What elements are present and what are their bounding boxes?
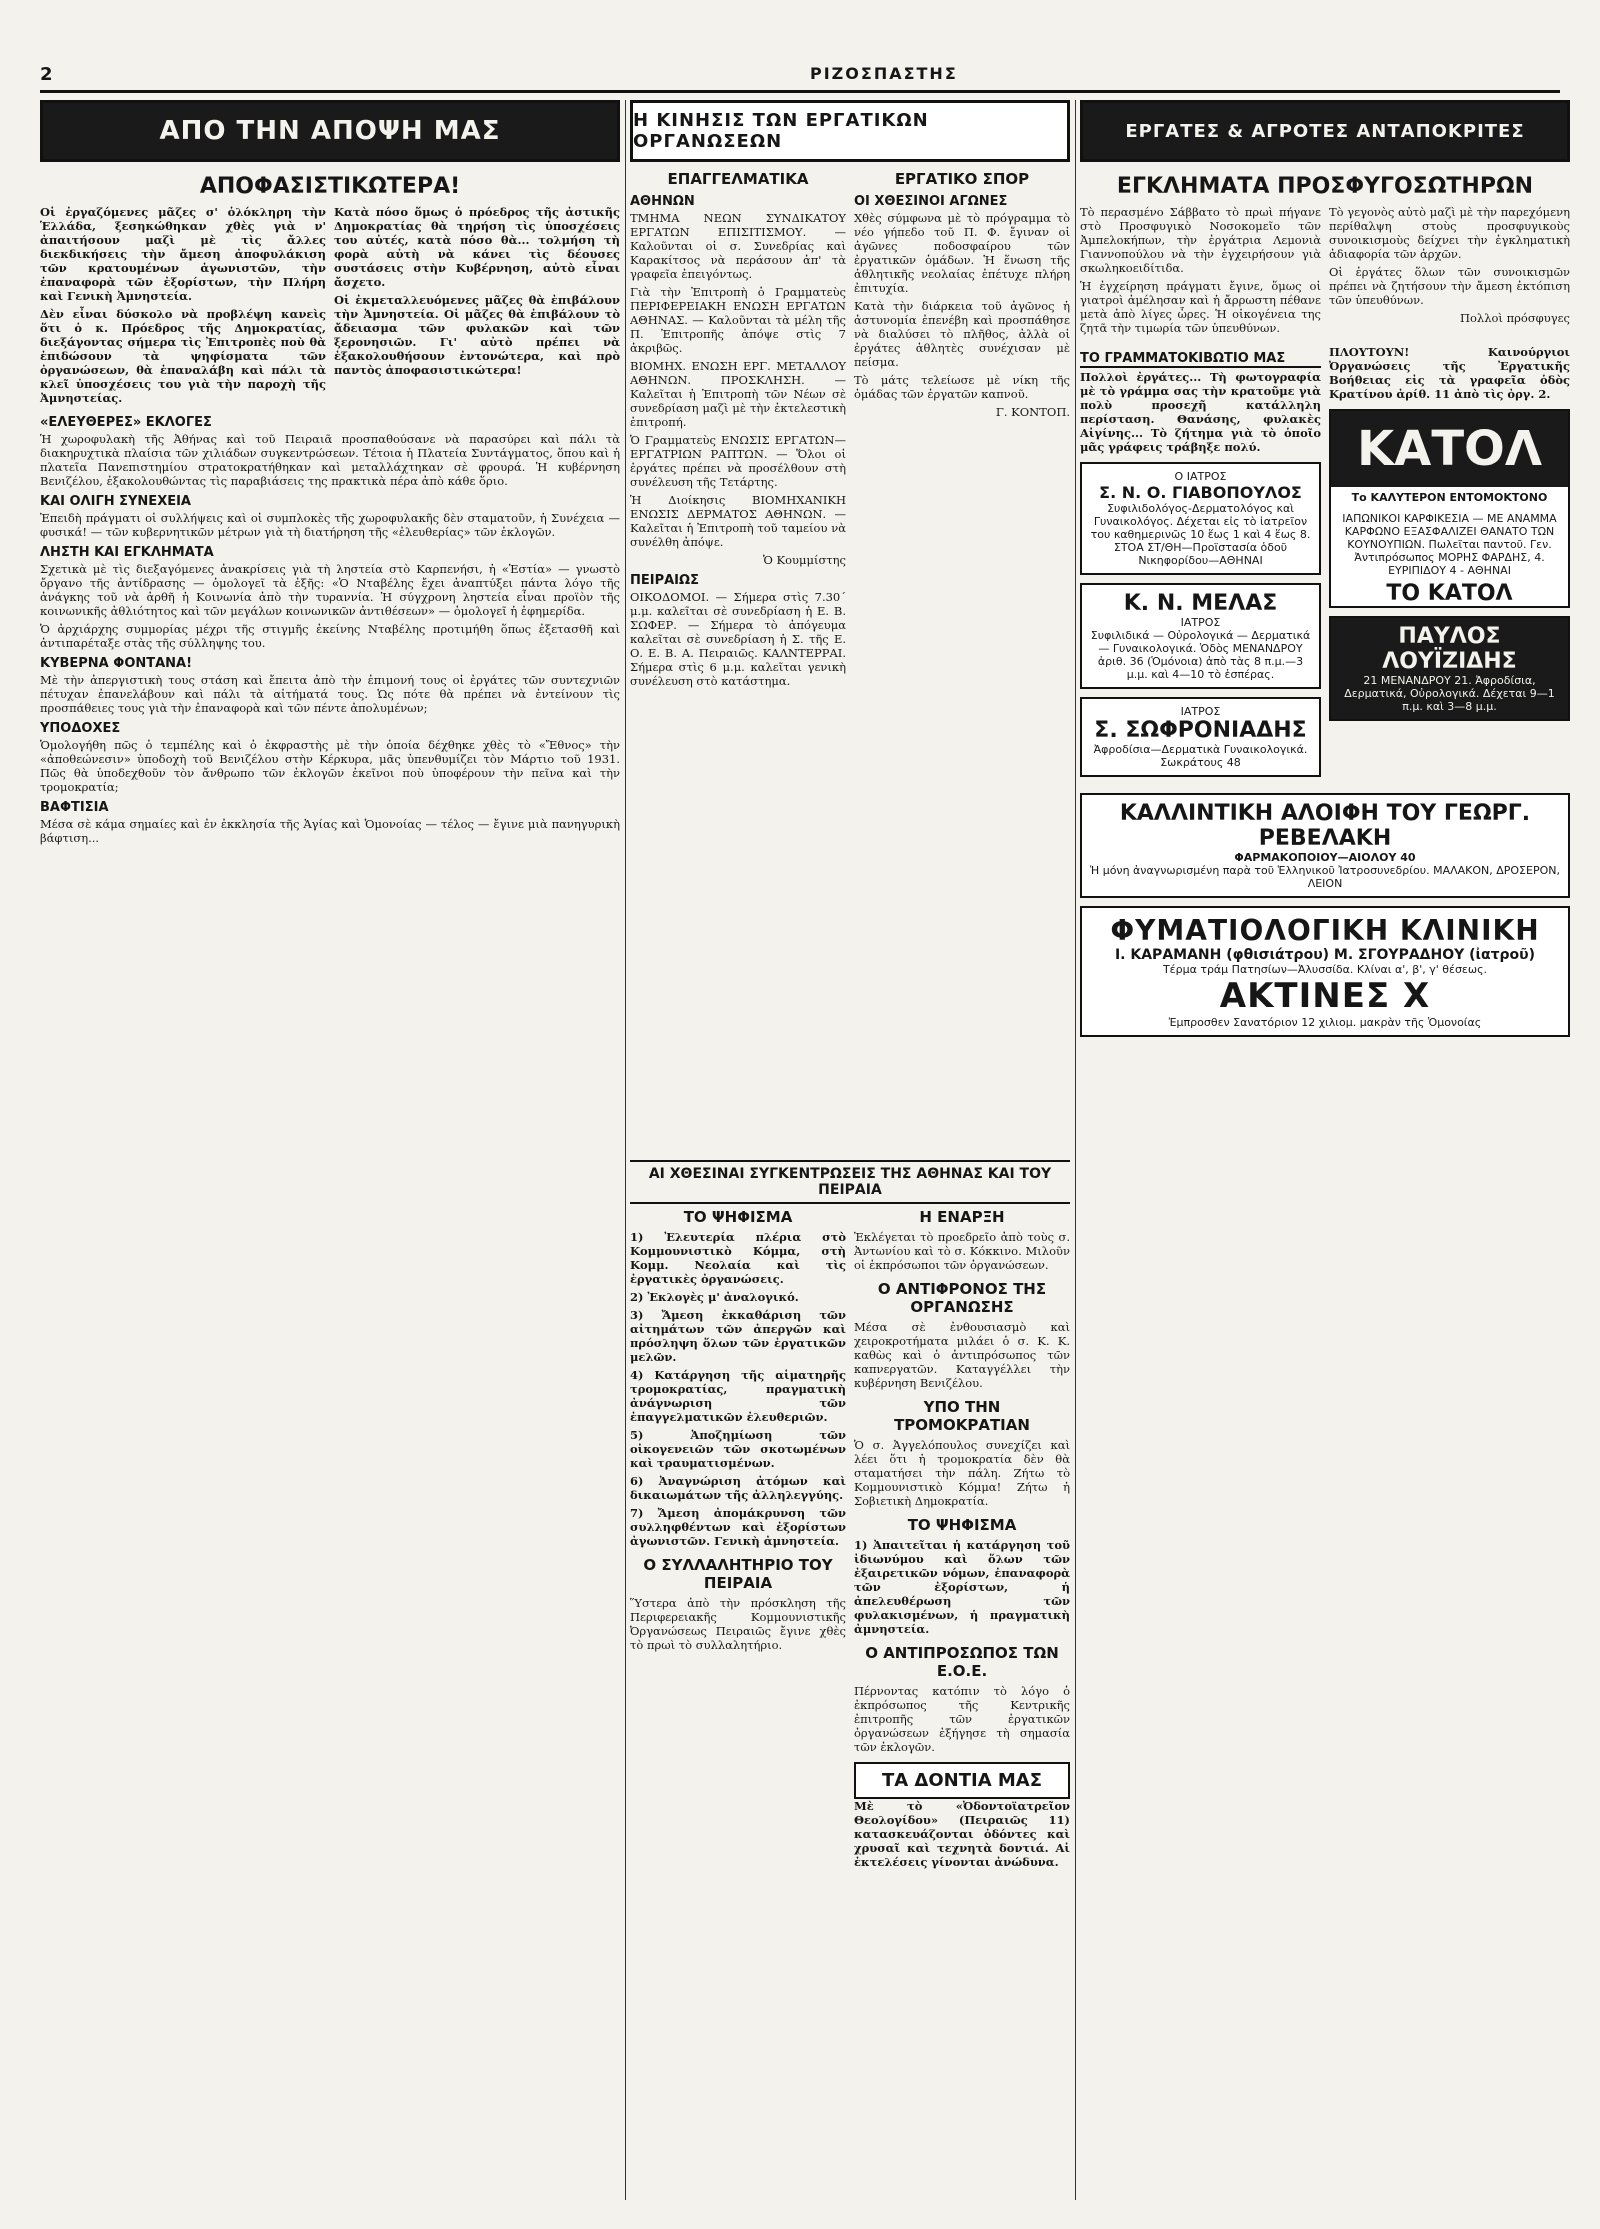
resolution-item: 4) Κατάργηση τῆς αἱματηρῆς τρομοκρατίας, πραγματικὴ ἀνάγνωριση τῶν ἐπαγγελματικῶν ἐλευθεριῶν. <box>630 1368 846 1424</box>
paragraph: Κατὰ τὴν διάρκεια τοῦ ἀγῶνος ἡ ἀστυνομία ἐπενέβη καὶ προσπάθησε νὰ διαλύσει τὸ πλῆθος, ἀλλὰ οἱ ἐργάτες ἀθλητὲς συνέχισαν μὲ πείσμα. <box>854 299 1070 369</box>
column-rule <box>1075 100 1076 2200</box>
paragraph: Δὲν εἶναι δύσκολο νὰ προβλέψη κανεὶς ὅτι ὁ κ. Πρόεδρος τῆς Δημοκρατίας, διεξάγοντας σήμερα τὶς Ἐπιτροπὲς ποὺ θὰ ἐπιδώσουν τὰ ψηφίσματα τῶν ὀργανώσεων, θὰ ἐπαναλάβη καὶ πάλι τὰ κλεῖ ὑποσχέσεις του γιὰ τὴν παροχὴ τῆς Ἀμνηστείας. <box>40 307 326 405</box>
section-banner: Η ΚΙΝΗΣΙΣ ΤΩΝ ΕΡΓΑΤΙΚΩΝ ΟΡΓΑΝΩΣΕΩΝ <box>630 100 1070 162</box>
paragraph: ΠΛΟΥΤΟΥΝ! Καινούργιοι Ὀργανώσεις τῆς Ἐργατικῆς Βοήθειας εἰς τὰ γραφεῖα ὁδὸς Κρατίνου ἀρίθ. 11 ἀπὸ τὶς ὀργ. 2. <box>1329 345 1570 401</box>
labor-news <box>630 162 1070 692</box>
paragraph: Οἱ ἐργαζόμενες μᾶζες σ' ὁλόκληρη τὴν Ἑλλάδα, ξεσηκώθηκαν χθὲς γιὰ ν' ἀπαιτήσουν μαζὶ μὲ τὶς ἄλλες διεκδικήσεις τὴν ἄμεση ἀποφυλάκιση τῶν κρατουμένων ἀγωνιστῶν, τὴν ἐπαναφορὰ τῶν ἐξορίστων, τὴν Πλήρη καὶ Γενικὴ Ἀμνηστεία. <box>40 205 326 303</box>
wide-headline: ΑΙ ΧΘΕΣΙΝΑΙ ΣΥΓΚΕΝΤΡΩΣΕΙΣ ΤΗΣ ΑΘΗΝΑΣ ΚΑΙ ΤΟΥ ΠΕΙΡΑΙΑ <box>630 1160 1070 1204</box>
article-title: ΕΠΑΓΓΕΛΜΑΤΙΚΑ <box>667 170 809 188</box>
ointment-ad <box>1080 793 1570 898</box>
section-heading: «ΕΛΕΥΘΕΡΕΣ» ΕΚΛΟΓΕΣ <box>40 415 212 430</box>
resolution-item: 7) Ἄμεση ἀπομάκρυνση τῶν συλληφθέντων καὶ ἐξορίστων ἀγωνιστῶν. Γενικὴ ἀμνηστεία. <box>630 1506 846 1548</box>
section-heading: ΥΠΟ ΤΗΝ ΤΡΟΜΟΚΡΑΤΙΑΝ <box>894 1398 1030 1434</box>
paragraph: Ὁ Γραμματεὺς ΕΝΩΣΙΣ ΕΡΓΑΤΩΝ—ΕΡΓΑΤΡΙΩΝ ΡΑΠΤΩΝ. — Ὅλοι οἱ ἐργάτες πρέπει νὰ προσέλθουν στὴ συνέλευση τῆς Τετάρτης. <box>630 433 846 489</box>
ad-body: Ἀφροδίσια—Δερματικὰ Γυναικολογικά. Σωκράτους 48 <box>1093 743 1308 769</box>
ad-footer: Ἐμπροσθεν Σανατόριον 12 χιλιομ. μακρὰν τῆς Ὁμονοίας <box>1168 1016 1482 1029</box>
resolution-item: 3) Ἄμεση ἐκκαθάριση τῶν αἰτημάτων τῶν ἀπεργῶν καὶ πρόσληψη ὅλων τῶν ἐργατικῶν μελῶν. <box>630 1308 846 1364</box>
section-heading: ΟΙ ΧΘΕΣΙΝΟΙ ΑΓΩΝΕΣ <box>854 194 1008 209</box>
signature: Πολλοὶ πρόσφυγες <box>1459 311 1570 325</box>
paragraph: Ἡ ἐγχείρηση πράγματι ἔγινε, ὅμως οἱ γιατροὶ ἀμέλησαν καὶ ἡ ἄρρωστη πέθανε μετὰ ἀπὸ λίγες ὧρες. Ἡ οἰκογένεια της ζητᾶ τὴν τιμωρία τῶν ὑπευθύνων. <box>1080 279 1321 335</box>
paragraph: Ὕστερα ἀπὸ τὴν πρόσκληση τῆς Περιφερειακῆς Κομμουνιστικῆς Ὀργανώσεως Πειραιῶς ἔγινε χθὲς τὸ πρωὶ τὸ συλλαλητήριο. <box>630 1596 846 1652</box>
section-heading: Ο ΣΥΛΛΑΛΗΤΗΡΙΟ ΤΟΥ ΠΕΙΡΑΙΑ <box>643 1556 833 1592</box>
article-title: ΕΡΓΑΤΙΚΟ ΣΠΟΡ <box>894 170 1030 188</box>
paragraph: Ἐπειδὴ πράγματι οἱ συλλήψεις καὶ οἱ συμπλοκὲς τῆς χωροφυλακῆς δὲν σταματοῦν, ἡ Συνέχεια — φυσικά! — τῶν κυβερνητικῶν μέτρων γιὰ τὴ διατήρηση τῆς «ἐλευθερίας» τῶν ἐκλογῶν. <box>40 511 620 539</box>
section-heading: ΤΟ ΓΡΑΜΜΑΤΟΚΙΒΩΤΙΟ ΜΑΣ <box>1080 351 1321 368</box>
section-heading: Ο ΑΝΤΙΦΡΟΝΟΣ ΤΗΣ ΟΡΓΑΝΩΣΗΣ <box>877 1280 1047 1316</box>
section-heading: ΑΘΗΝΩΝ <box>630 194 695 209</box>
right-column <box>1080 100 1570 1045</box>
rally-report <box>630 1200 1070 1873</box>
ad-name: ΤΟ ΚΑΤΟΛ <box>1386 581 1513 606</box>
ad-body: ΙΑΠΩΝΙΚΟΙ ΚΑΡΦΙΚΕΣΙΑ — ΜΕ ΑΝΑΜΜΑ ΚΑΡΦΩΝΟ ΕΞΑΣΦΑΛΙΖΕΙ ΘΑΝΑΤΟ ΤΩΝ ΚΟΥΝΟΥΠΙΩΝ. Πωλεῖται παντοῦ. Γεν. Ἀντιπρόσωπος ΜΟΡΗΣ ΦΑΡΔΗΣ, 4. ΕΥΡΙΠΙΔΟΥ 4 - ΑΘΗΝΑΙ <box>1342 512 1557 577</box>
doctor-ad <box>1080 462 1321 575</box>
paragraph: Οἱ ἐργάτες ὅλων τῶν συνοικισμῶν πρέπει νὰ ζητήσουν τὴν ἄμεση ἐκτόπιση τῶν ὑπευθύνων. <box>1329 265 1570 307</box>
dental-ad-title: ΤΑ ΔΟΝΤΙΑ ΜΑΣ <box>854 1762 1070 1799</box>
section-heading: ΚΑΙ ΟΛΙΓΗ ΣΥΝΕΧΕΙΑ <box>40 494 191 509</box>
katol-ad <box>1329 409 1570 608</box>
paragraph: Τὸ μάτς τελείωσε μὲ νίκη τῆς ὁμάδας τῶν ἐργατῶν καπνοῦ. <box>854 373 1070 401</box>
ads-section <box>1080 345 1570 785</box>
paragraph: Οἱ ἐκμεταλλευόμενες μᾶζες θὰ ἐπιβάλουν τὴν Ἀμνηστεία. Οἱ μᾶζες θὰ ἐπιβάλουν τὸ ἄδειασμα τῶν φυλακῶν καὶ τῶν ξερονησιῶν. Γι' αὐτὸ πρέπει νὰ ἐξακολουθήσουν ἐντονώτερα, καὶ πρὸ παντὸς ἀποφασιστικώτερα! <box>334 293 620 377</box>
paragraph: Μὲ τὴν ἀπεργιστικὴ τους στάση καὶ ἔπειτα ἀπὸ τὴν ἐπιμονή τους οἱ ἐργάτες τῶν συντεχνιῶν πέτυχαν ἐπανελάβουν καὶ πάλι τὰ αἰτήματά τους. Ὡς πότε θὰ πρέπει νὰ ἐντείνουν τὶς προσπάθειες τους γιὰ τὴν ἐπαναφορὰ καὶ τῶν πέντε ἀπολυμένων; <box>40 673 620 715</box>
signature: Γ. ΚΟΝΤΟΠ. <box>995 405 1070 419</box>
clinic-ad <box>1080 906 1570 1037</box>
middle-column <box>630 100 1070 692</box>
section-heading: Ο ΑΝΤΙΠΡΟΣΩΠΟΣ ΤΩΝ Ε.Ο.Ε. <box>865 1644 1059 1680</box>
paragraph: Ἡ χωροφυλακὴ τῆς Ἀθήνας καὶ τοῦ Πειραιᾶ προσπαθούσανε νὰ παρασύρει καὶ πάλι τὰ διακηρυχτικὰ πλαίσια τῶν χιλιάδων συγκεντρώσεων. Τέτοια ἡ Πλατεία Συντάγματος, ὅπου καὶ ἡ πλατεῖα Πανεπιστημίου στρατοκρατήθηκαν καὶ μεταλλάχτηκαν σὲ φρουρά. Ἡ κυβέρνηση Βενιζέλου, ἐξακολουθώντας τὶς παραβιάσεις της πρακτικὰ πέρα ἀπὸ κάθε ὅριο. <box>40 432 620 488</box>
resolution-item: 5) Ἀποζημίωση τῶν οἰκογενειῶν τῶν σκοτωμένων καὶ τραυματισμένων. <box>630 1428 846 1470</box>
paragraph: Κατὰ πόσο ὅμως ὁ πρόεδρος τῆς ἀστικῆς Δημοκρατίας θὰ τηρήση τὶς ὑποσχέσεις του αὐτές, κατὰ πόσο θὰ... τολμήση τὴ φορὰ αὐτὴ νὰ κάνει τὶς δέουσες συστάσεις στὴν Κυβέρνηση, αὐτὸ εἶναι ἄσχετο. <box>334 205 620 289</box>
ad-body: 21 ΜΕΝΑΝΔΡΟΥ 21. Ἀφροδίσια, Δερματικά, Οὐρολογικά. Δέχεται 9—1 π.μ. καὶ 3—8 μ.μ. <box>1344 674 1555 713</box>
resolution-item: 1) Ἀπαιτεῖται ἡ κατάργηση τοῦ ἰδιωνύμου καὶ ὅλων τῶν ἐξαιρετικῶν νόμων, ἐπαναφορὰ τῶν ἐξορίστων, ἡ ἀπελευθέρωση τῶν φυλακισμένων, ἡ πραγματικὴ ἀμνηστεία. <box>854 1538 1070 1636</box>
section-heading: ΒΑΦΤΙΣΙΑ <box>40 800 109 815</box>
ad-name: Σ. ΣΩΦΡΟΝΙΑΔΗΣ <box>1094 718 1307 743</box>
paragraph: Ὁ σ. Ἀγγελόπουλος συνεχίζει καὶ λέει ὅτι ἡ τρομοκρατία δὲν θὰ σταματήσει τὴν πάλη. Ζήτω τὸ Κομμουνιστικὸ Κόμμα! Ζήτω ἡ Σοβιετικὴ Δημοκρατία. <box>854 1438 1070 1508</box>
paragraph: Γιὰ τὴν Ἐπιτροπὴ ὁ Γραμματεὺς ΠΕΡΙΦΕΡΕΙΑΚΗ ΕΝΩΣΗ ΕΡΓΑΤΩΝ ΑΘΗΝΑΣ. — Καλοῦνται τὰ μέλη τῆς Π. Ἐπιτροπῆς ἀπόψε στὶς 7 ἀκριβῶς. <box>630 285 846 355</box>
ad-body: Συφιλιδικά — Οὐρολογικά — Δερματικά — Γυναικολογικά. Ὁδὸς ΜΕΝΑΝΔΡΟΥ ἀριθ. 36 (Ὁμόνοια) ἀπὸ τὰς 8 π.μ.—3 μ.μ. καὶ 4—10 τὸ ἑσπέρας. <box>1090 629 1311 681</box>
ad-body: Συφιλιδολόγος-Δερματολόγος καὶ Γυναικολόγος. Δέχεται εἰς τὸ ἰατρεῖον του καθημερινῶς 10 ἕως 1 καὶ 4 ἕως 8. ΣΤΟΑ ΣΤ/ΘΗ—Προϊστασία ὁδοῦ Νικηφορίδου—ΑΘΗΝΑΙ <box>1090 502 1311 567</box>
paragraph: ΒΙΟΜΗΧ. ΕΝΩΣΗ ΕΡΓ. ΜΕΤΑΛΛΟΥ ΑΘΗΝΩΝ. ΠΡΟΣΚΛΗΣΗ. — Καλεῖται ἡ Ἐπιτροπὴ τῶν Νέων σὲ συνεδρίαση μαζὶ μὲ τὴν ἐκτελεστικὴ ἐπιτροπή. <box>630 359 846 429</box>
section-banner: ΑΠΟ ΤΗΝ ΑΠΟΨΗ ΜΑΣ <box>40 100 620 162</box>
article-title: ΕΓΚΛΗΜΑΤΑ ΠΡΟΣΦΥΓΟΣΩΤΗΡΩΝ <box>1116 174 1534 199</box>
resolution-item: 2) Ἐκλογὲς μ' ἀναλογικό. <box>630 1290 799 1304</box>
paragraph: Χθὲς σύμφωνα μὲ τὸ πρόγραμμα τὸ νέο γήπεδο τοῦ Π. Φ. ἔγιναν οἱ ἀγῶνες ποδοσφαίρου τῶν ἐργατικῶν ὁμάδων. Ἡ ἕνωση τῆς ἀθλητικῆς νεολαίας ἐπέτυχε πλήρη ἐπιτυχία. <box>854 211 1070 295</box>
ad-title: ΙΑΤΡΟΣ <box>1180 616 1221 629</box>
column-rule <box>625 100 626 2200</box>
paper-name: ΡΙΖΟΣΠΑΣΤΗΣ <box>810 64 958 83</box>
katol-logo: ΚΑΤΟΛ <box>1331 411 1568 487</box>
paragraph: ΟΙΚΟΔΟΜΟΙ. — Σήμερα στὶς 7.30΄ μ.μ. καλεῖται σὲ συνεδρίαση ἡ Ε. Β. ΣΩΦΕΡ. — Σήμερα τὸ ἀπόγευμα καλεῖται σὲ συνεδρίαση ἡ Σ. τῆς Ε. Ο. Ε. Β. Α. Πειραιῶς. ΚΑΛΝΤΕΡΡΑΙ. Σήμερα στὶς 6 μ.μ. καλεῖται γενικὴ συνέλευση στὸ κατάστημα. <box>630 590 846 688</box>
paragraph: Σχετικὰ μὲ τὶς διεξαγόμενες ἀνακρίσεις γιὰ τὴ ληστεία στὸ Καρπενήσι, ἡ «Ἑστία» — γνωστὸ ὄργανο τῆς ἀντίδρασης — ὁμολογεῖ τὰ ἐξῆς: «Ὁ Νταβέλης ἔχει ἀναπτύξει πάντα λόγο τῆς ἀνάγκης τοῦ νὰ ἀρθῆ ἡ Κοινωνία ἀπὸ τὴν τυραννία. Ἡ σύγχρονη ληστεία εἶναι προϊὸν τῆς κοινωνικῆς ἀθλιότητος καὶ τῶν μεγάλων κοινωνικῶν ἀντιθέσεων» — ὁμολογεῖ ἡ ἐφημερίδα. <box>40 562 620 618</box>
ad-name: Σ. Ν. Ο. ΓΙΑΒΟΠΟΥΛΟΣ <box>1099 483 1302 502</box>
paragraph: Μέσα σὲ κάμα σημαίες καὶ ἐν ἐκκλησία τῆς Ἁγίας καὶ Ὁμονοίας — τέλος — ἔγινε μιὰ πανηγυρικὴ βάφτιση... <box>40 817 620 845</box>
page-number: 2 <box>40 64 53 85</box>
doctor-ad <box>1080 583 1321 689</box>
ad-name: ΚΑΛΛΙΝΤΙΚΗ ΑΛΟΙΦΗ ΤΟΥ ΓΕΩΡΓ. ΡΕΒΕΛΑΚΗ <box>1119 801 1531 851</box>
paragraph: Ὁμολογήθη πῶς ὁ τεμπέλης καὶ ὁ ἐκφραστὴς μὲ τὴν ὁποία δέχθηκε χθὲς τὸ «Ἔθνος» τὴν «ἀποθεώνεσιν» ὑποδοχὴ τοῦ Βενιζέλου στὴν Κέρκυρα, μᾶς ὑπενθυμίζει τὸν Μάρτιο τοῦ 1931. Πῶς θὰ ὑποδεχθοῦν τὸν ἄνθρωπο τῶν ἐκλογῶν ἐκεῖνοι ποὺ ὑποφέρουν τὴν πεῖνα καὶ τὴν τρομοκρατία; <box>40 738 620 794</box>
ad-name: Κ. Ν. ΜΕΛΑΣ <box>1123 591 1278 616</box>
paragraph: Τὸ περασμένο Σάββατο τὸ πρωὶ πήγανε στὸ Προσφυγικὸ Νοσοκομεῖο τῶν Ἀμπελοκήπων, τὴν ἐργάτρια Λεμονιὰ Γιαννοπούλου νὰ τὴν ἐγχειρήσουν γιὰ σκωληκοειδίτιδα. <box>1080 205 1321 275</box>
ad-subtitle: ΦΑΡΜΑΚΟΠΟΙΟΥ—ΑΙΟΛΟΥ 40 <box>1234 851 1416 864</box>
resolution-item: 1) Ἐλευτερία πλέρια στὸ Κομμουνιστικὸ Κόμμα, στὴ Κομμ. Νεολαία καὶ τὶς ἐργατικὲς ὀργανώσεις. <box>630 1230 846 1286</box>
doctor-ad <box>1329 616 1570 721</box>
news-briefs <box>40 409 620 849</box>
left-column <box>40 100 620 849</box>
paragraph: Ὁ ἀρχιάρχης συμμορίας μέχρι τῆς στιγμῆς ἐκείνης Νταβέλης προτιμήθη ὅπως ἐξετασθῆ καὶ ἀντιπαρέταξε στὰς τῆς σύλληψης του. <box>40 622 620 650</box>
ad-subtitle: Ι. ΚΑΡΑΜΑΝΗ (φθισιάτρου) Μ. ΣΓΟΥΡΑΔΗΟΥ (ἰατροῦ) <box>1114 947 1536 963</box>
ad-body: Ἡ μόνη ἀναγνωρισμένη παρὰ τοῦ Ἑλληνικοῦ Ἰατροσυνεδρίου. ΜΑΛΑΚΟΝ, ΔΡΟΣΕΡΟΝ, ΛΕΙΟΝ <box>1090 864 1560 890</box>
section-heading: Η ΕΝΑΡΞΗ <box>919 1208 1005 1226</box>
ad-title: ΙΑΤΡΟΣ <box>1180 705 1221 718</box>
doctor-ad <box>1080 697 1321 777</box>
paragraph: Ἐκλέγεται τὸ προεδρεῖο ἀπὸ τοὺς σ. Ἀντωνίου καὶ τὸ σ. Κόκκινο. Μιλοῦν οἱ ἐκπρόσωποι τῶν ὀργανώσεων. <box>854 1230 1070 1272</box>
signature: Ὁ Κουμμίστης <box>762 553 846 567</box>
section-banner: ΕΡΓΑΤΕΣ & ΑΓΡΟΤΕΣ ΑΝΤΑΠΟΚΡΙΤΕΣ <box>1080 100 1570 162</box>
section-heading: ΛΗΣΤΗ ΚΑΙ ΕΓΚΛΗΜΑΤΑ <box>40 545 214 560</box>
section-heading: ΚΥΒΕΡΝΑ ΦΟΝΤΑΝΑ! <box>40 656 193 671</box>
article-title: ΑΠΟΦΑΣΙΣΤΙΚΩΤΕΡΑ! <box>199 174 461 199</box>
paragraph: Μὲ τὸ «Ὀδοντοϊατρεῖον Θεολογίδου» (Πειραιῶς 11) κατασκευάζονται ὀδόντες καὶ χρυσαῖ καὶ τεχνητὰ δοντιά. Αἱ ἐκτελέσεις γίνονται ἀνώδυνα. <box>854 1799 1070 1869</box>
paragraph: ΤΜΗΜΑ ΝΕΩΝ ΣΥΝΔΙΚΑΤΟΥ ΕΡΓΑΤΩΝ ΕΠΙΣΙΤΙΣΜΟΥ. — Καλοῦνται οἱ σ. Συνεδρίας καὶ Καρακίτσος νὰ περάσουν ἀπ' τὰ γραφεῖα ἐπειγόντως. <box>630 211 846 281</box>
ad-name: ΦΥΜΑΤΙΟΛΟΓΙΚΗ ΚΛΙΝΙΚΗ <box>1110 914 1540 947</box>
section-heading: ΤΟ ΨΗΦΙΣΜΑ <box>907 1516 1017 1534</box>
ad-name: ΠΑΥΛΟΣ ΛΟΥΪΖΙΔΗΣ <box>1382 624 1517 674</box>
section-heading: ΤΟ ΨΗΦΙΣΜΑ <box>683 1208 793 1226</box>
ad-title: Ο ΙΑΤΡΟΣ <box>1174 470 1227 483</box>
paragraph: Μέσα σὲ ἐνθουσιασμὸ καὶ χειροκροτήματα μιλάει ὁ σ. Κ. Κ. καθὼς καὶ ὁ ἀντιπρόσωπος τῶν καπνεργατῶν. Καταγγέλλει τὴν κυβέρνηση Βενιζέλου. <box>854 1320 1070 1390</box>
paragraph: Πέρνοντας κατόπιν τὸ λόγο ὁ ἐκπρόσωπος τῆς Κεντρικῆς ἐπιτροπῆς τῶν ἐργατικῶν ὀργανώσεων ἐξήγησε τὴ σημασία τῶν ἐκλογῶν. <box>854 1684 1070 1754</box>
ad-tagline: Το ΚΑΛΥΤΕΡΟΝ ΕΝΤΟΜΟΚΤΟΝΟ <box>1351 491 1548 504</box>
paragraph: Τὸ γεγονὸς αὐτὸ μαζὶ μὲ τὴν παρεχόμενη περίθαλψη στοὺς προσφυγικοὺς συνοικισμοὺς δείχνει τὴν ἐγκληματικὴ ἀδιαφορία τῶν ἀρχῶν. <box>1329 205 1570 261</box>
section-heading: ΠΕΙΡΑΙΩΣ <box>630 573 699 588</box>
paragraph: Πολλοὶ ἐργάτες... Τὴ φωτογραφία μὲ τὸ γράμμα σας τὴν κρατοῦμε γιὰ πολὺ προσεχῆ κατάλληλη περίσταση. Θανάσης, φυλακὲς Αἰγίνης... Τὸ ζήτημα γιὰ τὸ ὁποῖο μᾶς γράφεις τράβηξε πολύ. <box>1080 370 1321 454</box>
ad-body: Τέρμα τράμ Πατησίων—Ἀλυσσίδα. Κλίναι α', β', γ' θέσεως. <box>1162 963 1488 976</box>
resolution-item: 6) Ἀναγνώριση ἀτόμων καὶ δικαιωμάτων τῆς ἀλληλεγγύης. <box>630 1474 846 1502</box>
ad-highlight: ΑΚΤΙΝΕΣ Χ <box>1219 976 1431 1016</box>
correspondent-article <box>1080 205 1570 339</box>
lead-article <box>40 205 620 409</box>
section-heading: ΥΠΟΔΟΧΕΣ <box>40 721 121 736</box>
paragraph: Ἡ Διοίκησις ΒΙΟΜΗΧΑΝΙΚΗ ΕΝΩΣΙΣ ΔΕΡΜΑΤΟΣ ΑΘΗΝΩΝ. — Καλεῖται ἡ Ἐπιτροπὴ τοῦ ταμείου νὰ συνέλθη ἀπόψε. <box>630 493 846 549</box>
masthead <box>40 60 1560 93</box>
